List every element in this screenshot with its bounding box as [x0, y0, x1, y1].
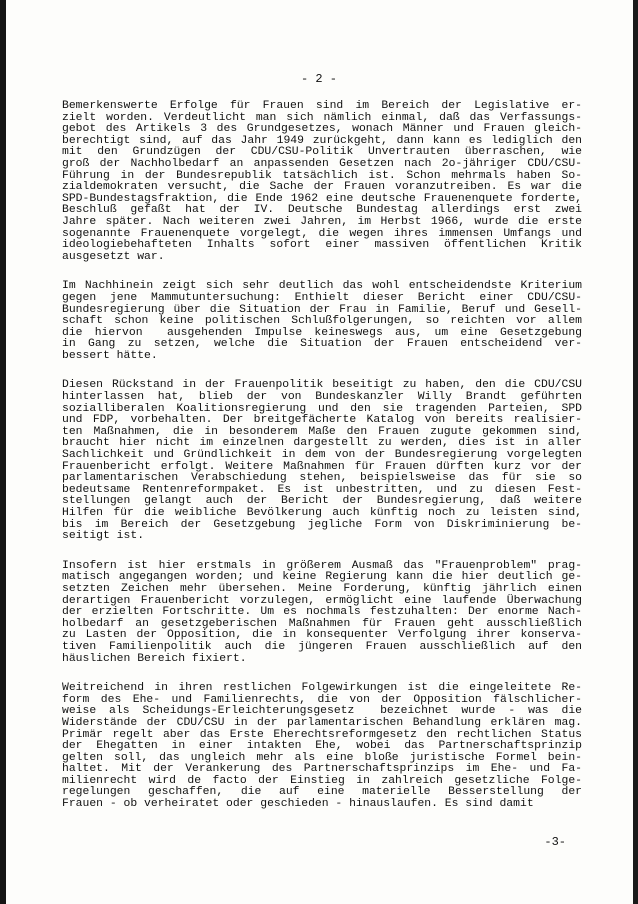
text-line: gelten soll, das ungleich mehr als eine bloße juristische Formel bein- [62, 751, 582, 764]
scan-edge-right [633, 0, 638, 904]
text-line: weise als Scheidungs-Erleichterungsgesetz bezeichnet wurde - was die [62, 705, 582, 718]
text-line: bessert hätte. [62, 349, 158, 362]
text-line: setzten Zeichen mehr übersehen. Meine Forderung, künftig jährlich einen [62, 582, 582, 595]
text-line: Widerstände der CDU/CSU in der parlamentarischen Behandlung erklären mag. [62, 716, 582, 729]
text-line: sozialliberalen Koalitionsregierung und den sie tragenden Parteien, SPD [62, 402, 582, 415]
text-line: Diesen Rückstand in der Frauenpolitik beseitigt zu haben, den die CDU/CSU [62, 379, 582, 392]
text-line: zielt worden. Verdeutlicht man sich nämlich einmal, daß das Verfassungs- [62, 111, 582, 124]
text-line: berechtigt sind, auf das Jahr 1949 zurückgeht, dann kann es lediglich den [62, 134, 582, 147]
paragraph [62, 380, 582, 542]
paragraph [62, 683, 582, 811]
text-line: mit den Grundzügen der CDU/CSU-Politik Unvertrauten überraschen, wie [62, 146, 582, 159]
text-line: tiven Familienpolitik auch die jüngeren Frauen ausschließlich auf den [62, 640, 582, 653]
text-line: der erzielten Fortschritte. Um es nochmals festzuhalten: Der enorme Nach- [62, 606, 582, 619]
text-line: ausgesetzt war. [62, 250, 165, 263]
text-line: zialdemokraten versucht, die Sache der Frauen voranzutreiben. Es war die [62, 181, 582, 194]
text-line: form des Ehe- und Familienrechts, die von der Opposition fälschlicher- [62, 693, 582, 706]
text-line: holbedarf an gesetzgeberischen Maßnahmen für Frauen geht ausschließlich [62, 617, 582, 630]
scan-edge-left [0, 0, 6, 904]
text-line: Hilfen für die weibliche Bevölkerung auch künftig noch zu leisten sind, [62, 507, 582, 519]
text-line: bedeutsame Rentenreformpaket. Es ist unbestritten, und zu diesen Fest- [62, 483, 582, 496]
text-line: häuslichen Bereich fixiert. [62, 652, 247, 665]
paragraph [62, 281, 582, 362]
text-line: schaft schon keine politischen Schlußfolgerungen, so reichten vor allem [62, 315, 582, 328]
text-line: Insofern ist hier erstmals in größerem Ausmaß das "Frauenproblem" prag- [62, 559, 582, 572]
text-line: groß der Nachholbedarf an anpassenden Gesetzen nach 2o-jähriger CDU/CSU- [62, 157, 582, 170]
text-line: parlamentarischen Verabschiedung stehen, beispielsweise das für sie so [62, 472, 582, 485]
text-line: Frauenbericht erfolgt. Weitere Maßnahmen für Frauen dürften kurz vor der [62, 460, 582, 473]
text-line: SPD-Bundestagsfraktion, die Ende 1962 eine deutsche Frauenenquete forderte, [62, 192, 582, 205]
text-line: Frauen - ob verheiratet oder geschieden - hinauslaufen. Es sind damit [62, 798, 534, 811]
text-line: die hiervon ausgehenden Impulse keineswegs aus, um eine Gesetzgebung [62, 326, 582, 339]
text-line: in Gang zu setzen, welche die Situation der Frauen entscheidend ver- [62, 338, 582, 351]
text-line: Bemerkenswerte Erfolge für Frauen sind im Bereich der Legislative er- [62, 100, 582, 112]
text-line: ten Maßnahmen, die in besonderem Maße den Frauen zugute gekommen sind, [62, 425, 582, 438]
text-line: gebot des Artikels 3 des Grundgesetzes, wonach Männer und Frauen gleich- [62, 123, 582, 136]
paragraph [62, 101, 582, 263]
page-number: - 2 - [300, 72, 337, 86]
text-line: ideologiebehafteten Inhalts sofort einer massiven öffentlichen Kritik [62, 239, 582, 252]
text-line: zu Lasten der Opposition, die in konsequenter Verfolgung ihrer konserva- [62, 629, 582, 642]
text-line: braucht hier nicht im einzelnen dargestellt zu werden, dies ist in aller [62, 437, 582, 450]
text-line: Bundesregierung über die Situation der Frau in Familie, Beruf und Gesell- [62, 303, 582, 316]
text-line: Weitreichend in ihren restlichen Folgewirkungen ist die eingeleitete Re- [62, 682, 582, 695]
text-line: Beschluß gefaßt hat der IV. Deutsche Bundestag allerdings erst zwei [62, 204, 582, 217]
text-line: hinterlassen hat, blieb der von Bundeskanzler Willy Brandt geführten [62, 391, 582, 404]
body-text [62, 101, 582, 829]
text-line: regelungen geschaffen, die auf eine materielle Besserstellung der [62, 786, 582, 799]
text-line: der Ehegatten in einer intakten Ehe, wobei das Partnerschaftsprinzip [62, 740, 582, 753]
text-line: gegen jene Mammutuntersuchung: Enthielt dieser Bericht einer CDU/CSU- [62, 291, 582, 304]
text-line: seitigt ist. [62, 530, 145, 543]
text-line: haltet. Mit der Verankerung des Partnerschaftsprinzips im Ehe- und Fa- [62, 763, 582, 776]
paragraph [62, 561, 582, 665]
text-line: stellungen gelangt auch der Bericht der Bundesregierung, daß weitere [62, 495, 582, 508]
text-line: Primär regelt aber das Erste Eherechtsreformgesetz den rechtlichen Status [62, 728, 582, 741]
text-line: Jahre später. Nach weiteren zwei Jahren, im Herbst 1966, wurde die erste [62, 215, 582, 228]
text-line: Im Nachhinein zeigt sich sehr deutlich das wohl entscheidendste Kriterium [62, 280, 582, 293]
text-line: sogenannte Frauenenquete vorgelegt, die wegen ihres immensen Umfangs und [62, 227, 582, 240]
text-line: derartigen Frauenbericht vorzulegen, ermöglicht eine laufende Überwachung [62, 594, 582, 607]
text-line: Sachlichkeit und Gründlichkeit in dem von der Bundesregierung vorgelegten [62, 449, 582, 462]
text-line: Führung in der Bundesrepublik tatsächlich ist. Schon mehrmals haben So- [62, 169, 582, 182]
text-line: matisch angegangen worden; und keine Regierung kann die hier deutlich ge- [62, 571, 582, 584]
text-line: und FDP, vorbehalten. Der breitgefächerte Katalog von bereits realisier- [62, 414, 582, 427]
text-line: milienrecht wird de facto der Einstieg in zahlreich gesetzliche Folge- [62, 774, 582, 787]
next-page-marker: -3- [544, 835, 566, 849]
text-line: bis im Bereich der Gesetzgebung jegliche Form von Diskriminierung be- [62, 518, 582, 531]
